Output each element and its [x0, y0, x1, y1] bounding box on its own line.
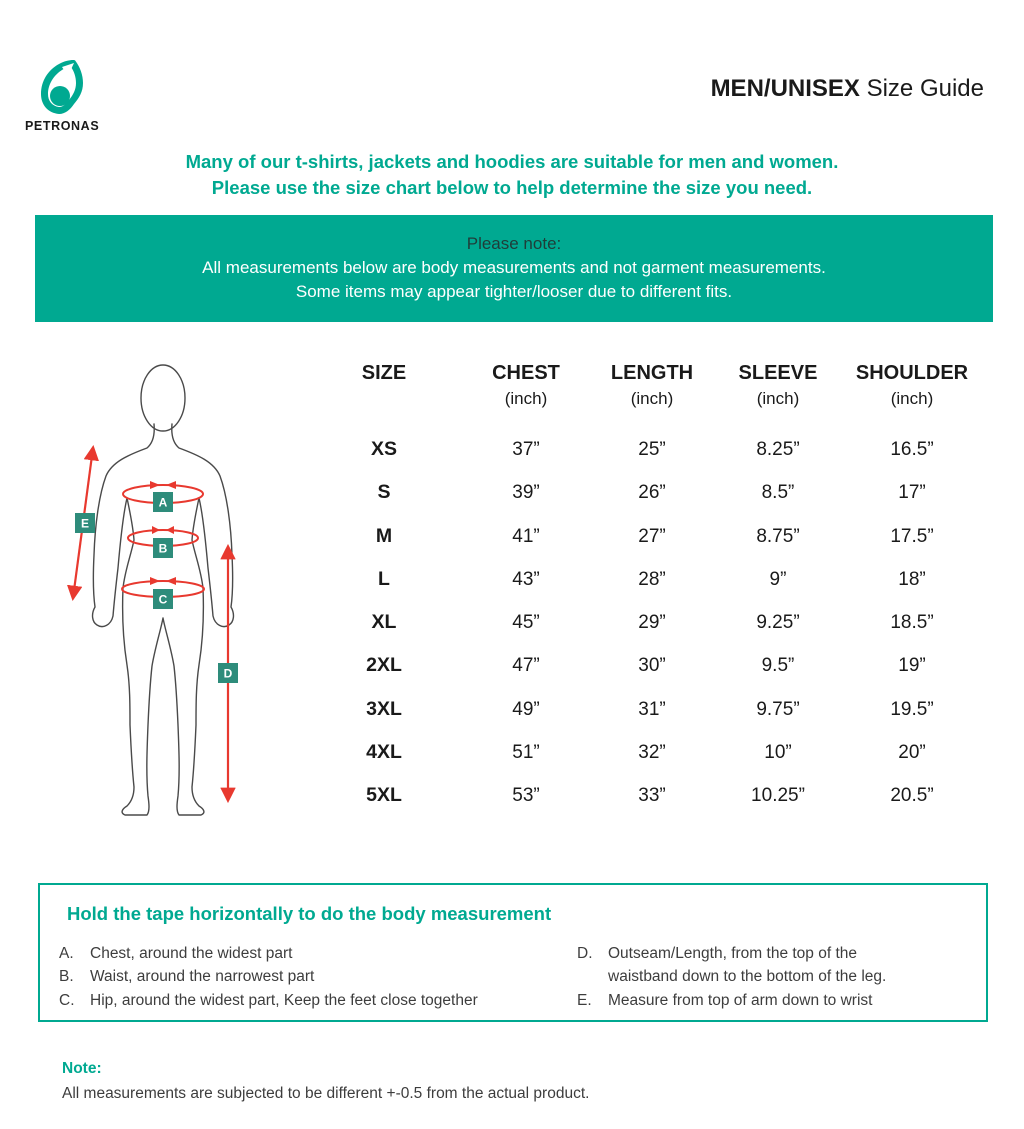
legend-item [59, 965, 564, 988]
table-cell: 19.5” [890, 698, 934, 720]
table-column-length [611, 360, 693, 818]
table-cell: 29” [638, 612, 666, 634]
table-column-size [362, 360, 406, 818]
legend-item [577, 942, 899, 989]
table-cell: 18” [898, 568, 926, 590]
table-cell: 8.5” [761, 482, 795, 504]
intro-line-1: Many of our t-shirts, jackets and hoodies are suitable for men and women. [185, 151, 839, 172]
column-header: CHEST [492, 362, 560, 384]
table-cell: 30” [638, 655, 666, 677]
measure-label-d [218, 663, 238, 683]
table-column-sleeve [739, 360, 818, 818]
banner-line-2: Some items may appear tighter/looser due to different fits. [295, 282, 733, 301]
body-figure-outline [93, 424, 234, 815]
measure-label-b [153, 538, 173, 558]
table-cell: 9.25” [756, 612, 800, 634]
petronas-logo [25, 60, 99, 133]
table-cell: L [378, 567, 390, 590]
legend-item [59, 989, 564, 1012]
table-cell: 45” [512, 612, 540, 634]
table-cell: 39” [512, 482, 540, 504]
table-cell: 20.5” [890, 785, 934, 807]
table-cell: 18.5” [890, 612, 934, 634]
banner-heading: Please note: [466, 234, 562, 253]
chest-arrowhead-left [150, 481, 160, 489]
table-cell: 5XL [366, 784, 402, 807]
table-cell: 16.5” [890, 439, 934, 460]
svg-text:E: E [80, 516, 90, 531]
bottom-note-label: Note: [62, 1060, 102, 1077]
column-header: SHOULDER [855, 362, 969, 384]
column-subheader: (inch) [756, 389, 800, 408]
column-header: SLEEVE [738, 362, 818, 384]
page-title [711, 75, 984, 103]
intro-text [0, 149, 1024, 201]
table-cell: 9” [769, 568, 787, 590]
measure-label-c [153, 589, 173, 609]
legend-item-text: Measure from top of arm down to wrist [608, 991, 873, 1009]
legend-right [577, 942, 899, 1012]
table-cell: 41” [512, 525, 540, 547]
page-title-regular: Size Guide [859, 75, 984, 102]
svg-text:D: D [223, 666, 233, 681]
measure-label-e [75, 513, 95, 533]
table-column-chest [492, 360, 560, 818]
measurement-instruction-box [38, 883, 988, 1022]
legend-item-text: Hip, around the widest part, Keep the feet close together [90, 991, 478, 1009]
page-title-bold: MEN/UNISEX [710, 75, 860, 102]
table-cell: 47” [512, 655, 540, 677]
waist-arrowhead-left [152, 526, 160, 534]
legend-item-key: E. [577, 991, 592, 1009]
bottom-note [62, 1056, 589, 1106]
legend-item-key: B. [59, 968, 74, 986]
table-cell: XS [370, 438, 398, 460]
legend-item-key: C. [59, 991, 75, 1009]
legend-item-text: Outseam/Length, from the top of the waistband down to the bottom of the leg. [608, 945, 887, 986]
petronas-drop-icon [40, 60, 84, 115]
column-header: SIZE [361, 362, 407, 384]
bottom-note-text: All measurements are subjected to be different +-0.5 from the actual product. [62, 1085, 590, 1102]
hip-arrowhead-left [150, 577, 160, 585]
table-cell: S [377, 481, 391, 504]
table-cell: 19” [898, 655, 926, 677]
table-cell: 17.5” [890, 525, 934, 547]
table-cell: 20” [898, 742, 926, 764]
table-cell: 3XL [366, 697, 402, 720]
table-cell: 33” [638, 785, 666, 807]
svg-text:B: B [158, 541, 168, 556]
figure-head [141, 365, 185, 431]
banner-line-1: All measurements below are body measurements and not garment measurements. [202, 258, 826, 277]
legend-item-key: A. [59, 945, 74, 962]
table-cell: 31” [638, 698, 666, 720]
table-cell: 10.25” [751, 785, 805, 807]
table-cell: 37” [512, 439, 540, 460]
hip-arrowhead-right [166, 577, 176, 585]
legend-item-text: Waist, around the narrowest part [90, 968, 315, 986]
logo-dot [50, 86, 70, 106]
chest-arrowhead-right [166, 481, 176, 489]
table-cell: 32” [638, 742, 666, 764]
table-cell: 10” [764, 742, 792, 764]
table-cell: 8.75” [756, 525, 800, 547]
svg-text:C: C [158, 592, 168, 607]
waist-arrowhead-right [166, 526, 174, 534]
table-cell: 53” [512, 785, 540, 807]
table-cell: 2XL [366, 654, 402, 677]
table-column-shoulder [856, 360, 968, 818]
table-cell: 17” [898, 482, 926, 504]
legend-left [59, 942, 564, 1012]
measurement-box-title: Hold the tape horizontally to do the body measurement [67, 903, 552, 924]
table-cell: XL [371, 611, 397, 634]
note-banner [35, 215, 993, 322]
svg-text:A: A [158, 495, 168, 510]
body-measurement-diagram [50, 350, 290, 830]
table-cell: 27” [638, 525, 666, 547]
table-cell: M [375, 524, 393, 547]
intro-line-2: Please use the size chart below to help determine the size you need. [211, 177, 813, 198]
measure-label-a [153, 492, 173, 512]
table-cell: 8.25” [756, 439, 800, 460]
legend-item [59, 942, 564, 965]
table-cell: 28” [638, 568, 666, 590]
column-header: LENGTH [610, 362, 694, 384]
table-cell: 51” [512, 742, 540, 764]
legend-item-text: Chest, around the widest part [90, 945, 293, 962]
table-cell: 4XL [366, 741, 402, 764]
legend-item-key: D. [577, 945, 593, 962]
table-cell: 26” [638, 482, 666, 504]
table-cell: 43” [512, 568, 540, 590]
column-subheader: (inch) [504, 389, 548, 408]
legend-item [577, 989, 899, 1012]
table-cell: 9.75” [756, 698, 800, 720]
table-cell: 25” [638, 439, 666, 460]
column-subheader: (inch) [630, 389, 674, 408]
brand-wordmark: PETRONAS [25, 119, 100, 133]
table-cell: 9.5” [761, 655, 795, 677]
column-subheader [362, 386, 406, 412]
column-subheader: (inch) [890, 389, 934, 408]
table-cell: 49” [512, 698, 540, 720]
